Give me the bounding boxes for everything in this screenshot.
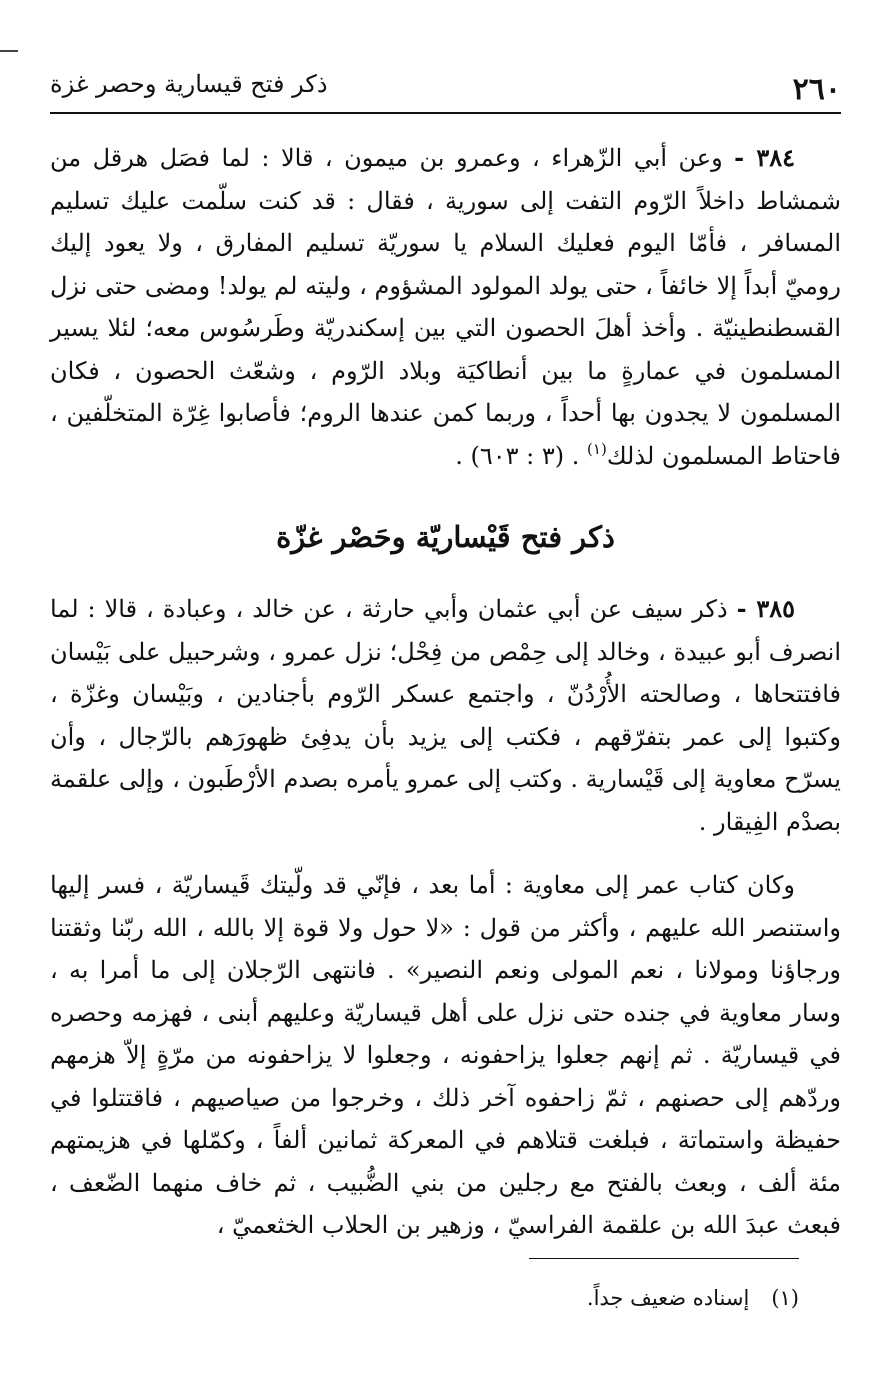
paragraph-384-text xyxy=(50,137,841,477)
page-edge-mark xyxy=(0,50,18,52)
running-title: ذكر فتح قيسارية وحصر غزة xyxy=(50,70,328,98)
paragraph-385 xyxy=(50,588,841,843)
footnote-reference[interactable]: (١) xyxy=(587,439,607,458)
paragraph-384 xyxy=(50,137,841,477)
paragraph-letter-text: وكان كتاب عمر إلى معاوية : أما بعد ، فإنّي قد ولّيتك قَيساريّة ، فسر إليها واستنصر الله عليهم ، وأكثر من قول : «لا حول ولا قوة إلا بالله ، الله ربّنا وثقتنا ورجاؤنا ومولانا ، نعم المولى ونعم النصير» . فانتهى الرّجلان إلى ما أمرا به ، وسار معاوية في جنده حتى نزل على أهل قيساريّة وعليهم أبنى ، فهزمه وحصره في قيساريّة . ثم إنهم جعلوا يزاحفونه ، وجعلوا لا يزاحفونه من مرّةٍ إلاّ هزمهم وردّهم إلى حصنهم ، ثمّ زاحفوه آخر ذلك ، وخرجوا من صياصيهم ، فاقتتلوا في حفيظة واستماتة ، فبلغت قتلاهم في المعركة ثمانين ألفاً ، وكمّلها في هزيمتهم مئة ألف ، وبعث بالفتح مع رجلين من بني الضُّبيب ، ثم خاف منهما الضّعف ، فبعث عبدَ الله بن علقمة الفراسيّ ، وزهير بن الحلاب الخثعميّ ، xyxy=(50,871,842,1239)
footnote-marker: (١) xyxy=(771,1286,799,1310)
header-rule xyxy=(50,112,841,114)
paragraph-385-text xyxy=(50,588,841,843)
page-number: ٢٦٠ xyxy=(792,72,841,107)
footnote-text: إسناده ضعيف جداً. xyxy=(586,1286,750,1310)
running-header xyxy=(50,64,841,108)
citation: . (٣ : ٦٠٣) . xyxy=(455,441,580,470)
paragraph-number: ٣٨٤ - xyxy=(734,143,795,172)
paragraph-number: ٣٨٥ - xyxy=(736,594,795,623)
paragraph-letter xyxy=(50,864,841,1247)
paragraph-body: وعن أبي الزّهراء ، وعمرو بن ميمون ، قالا : لما فصَل هرقل من شمشاط داخلاً الرّوم التفت إلى سورية ، فقال : قد كنت سلّمت عليك تسليم المسافر ، فأمّا اليوم فعليك السلام يا سوريّة تسليم المفارق ، ولا يعود إليك روميّ أبداً إلا خائفاً ، حتى يولد المولود المشؤوم ، وليته لم يولد! ومضى حتى نزل القسطنطينيّة . وأخذ أهلَ الحصون التي بين إسكندريّة وطَرسُوس معه؛ لئلا يسير المسلمون في عمارةٍ ما بين أنطاكيَة وبلاد الرّوم ، وشعّث الحصون ، فكان المسلمون لا يجدون بها أحداً ، وربما كمن عندها الروم؛ فأصابوا غِرّة المتخلّفين ، فاحتاط المسلمون لذلك xyxy=(50,144,841,470)
footnote-rule xyxy=(529,1258,799,1259)
footnote xyxy=(50,1286,799,1310)
paragraph-body: ذكر سيف عن أبي عثمان وأبي حارثة ، عن خالد ، وعبادة ، قالا : لما انصرف أبو عبيدة ، وخالد إلى حِمْص من فِحْل؛ نزل عمرو ، وشرحبيل على بَيْسان فافتتحاها ، وصالحته الأُرْدُنّ ، واجتمع عسكر الرّوم بأجنادين ، وبَيْسان وغزّة ، وكتبوا إلى عمر بتفرّقهم ، فكتب إلى يزيد بأن يدفِئ ظهورَهم بالرّجال ، وأن يسرّح معاوية إلى قَيْسارية . وكتب إلى عمرو يأمره بصدم الأرْطَبون ، وإلى علقمة بصدْم الفِيقار . xyxy=(50,595,841,836)
section-heading: ذكر فتح قَيْساريّة وحَصْر غزّة xyxy=(276,520,615,554)
